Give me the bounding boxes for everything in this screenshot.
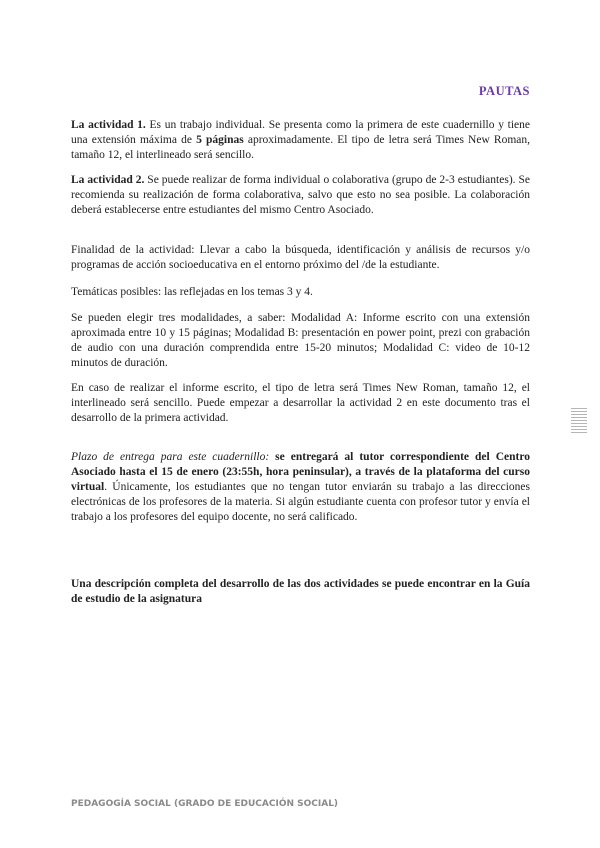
activity-2-paragraph <box>71 173 530 218</box>
finalidad-paragraph: Finalidad de la actividad: Llevar a cabo la búsqueda, identificación y análisis de recursos y/o programas de acción socioeducativa en el entorno próximo del /de la estudiante. <box>71 244 530 271</box>
page-footer: PEDAGOGÍA SOCIAL (GRADO DE EDUCACIÓN SOCIAL) <box>71 799 339 809</box>
activity-1-text-a: Es un trabajo individual. Se presenta como la primera de este cuadernillo y tiene una extensión máxima de <box>71 119 530 146</box>
modalidades-paragraph: Se pueden elegir tres modalidades, a saber: Modalidad A: Informe escrito con una extensión aproximada entre 10 y 15 páginas; Modalidad B: presentación en power point, prezi con grabación de audio con una duración comprendida entre 15-20 minutos; Modalidad C: video de 10-12 minutos de duración. <box>71 312 530 369</box>
section-title: PAUTAS <box>478 84 530 98</box>
page-thumbnail <box>571 408 587 438</box>
activity-1-paragraph <box>71 118 530 163</box>
informe-paragraph: En caso de realizar el informe escrito, el tipo de letra será Times New Roman, tamaño 12, el interlineado será sencillo. Puede empezar a desarrollar la actividad 2 en este documento tras el desarrollo de la primera actividad. <box>71 382 530 424</box>
activity-2-text: Se puede realizar de forma individual o colaborativa (grupo de 2-3 estudiantes). Se recomienda su realización de forma colaborativa, salvo que esto no sea posible. La colaboración deberá establecerse entre estudiantes del mismo Centro Asociado. <box>71 174 530 216</box>
plazo-text: . Únicamente, los estudiantes que no tengan tutor enviarán su trabajo a las direcciones electrónicas de los profesores de la materia. Si algún estudiante cuenta con profesor tutor y envía el trabajo a los profesores del equipo docente, no será calificado. <box>71 481 530 523</box>
activity-1-pages: 5 páginas <box>196 134 244 146</box>
descripcion-paragraph: Una descripción completa del desarrollo de las dos actividades se puede encontrar en la Guía de estudio de la asignatura <box>71 578 530 605</box>
plazo-label: Plazo de entrega para este cuadernillo: <box>71 451 270 463</box>
activity-1-text-b: aproximadamente. El tipo de letra será Times New Roman, tamaño 12, el interlineado será sencillo. <box>71 134 530 161</box>
plazo-deadline: se entregará al tutor correspondiente del Centro Asociado hasta el 15 de enero (23:55h, hora peninsular), a través de la plataforma del curso virtual <box>71 451 530 493</box>
plazo-paragraph <box>71 450 530 525</box>
tematicas-paragraph: Temáticas posibles: las reflejadas en los temas 3 y 4. <box>71 286 313 298</box>
activity-1-label: La actividad 1. <box>71 119 146 131</box>
activity-2-label: La actividad 2. <box>71 174 145 186</box>
